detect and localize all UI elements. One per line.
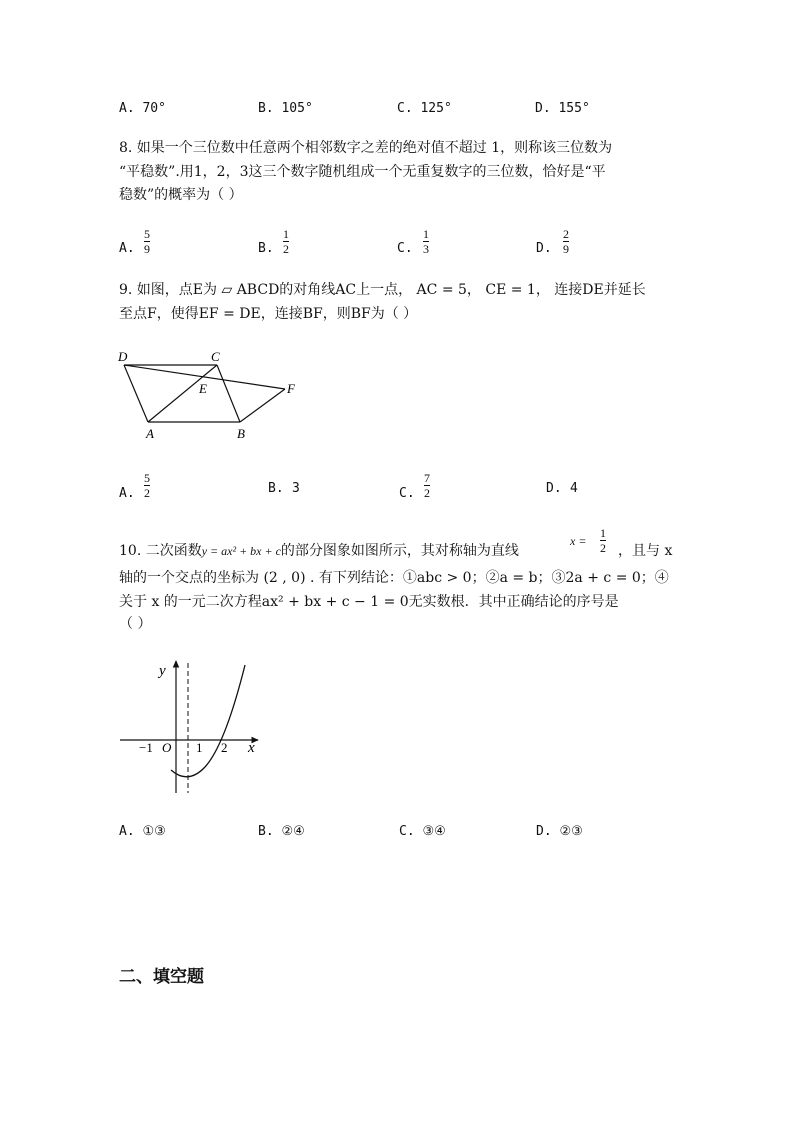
label-b: B	[237, 426, 245, 441]
symmetry-axis-label: x =	[570, 534, 587, 548]
q10-text-line3: 关于 x 的一元二次方程ax² + bx + c − 1 = 0无实数根．其中正确结论的序号是	[119, 594, 619, 610]
fraction: 1 3	[423, 227, 429, 256]
segment-da	[124, 365, 148, 422]
q7-option-a: A. 70°	[119, 101, 166, 116]
q10-option-a: A. ①③	[119, 824, 166, 839]
q7-option-d: D. 155°	[535, 101, 590, 116]
x-label: x	[248, 740, 255, 756]
label-c: C	[211, 349, 220, 364]
fraction: 5 2	[144, 471, 150, 500]
q10-text-line1: 10. 二次函数y = ax² + bx + c的部分图象如图所示，其对称轴为直线	[119, 543, 519, 559]
q10-option-c: C. ③④	[399, 824, 446, 839]
q10-text-line4: （ ）	[119, 616, 152, 632]
label-f: F	[287, 381, 295, 396]
q9-text-line2: 至点F，使得EF = DE，连接BF，则BF为（ ）	[119, 306, 418, 322]
segment-cb	[217, 365, 240, 422]
label-e: E	[199, 381, 207, 396]
q9-text-line1: 9. 如图，点E为 ▱ ABCD的对角线AC上一点， AC = 5， CE = 1， 连接DE并延长	[119, 282, 646, 298]
segment-bf	[240, 389, 285, 422]
label-d: D	[118, 349, 128, 364]
parabola-graph	[115, 655, 265, 800]
section-title: 二、填空题	[119, 967, 204, 987]
tick-label-2: 2	[221, 740, 228, 755]
parallelogram-figure	[110, 345, 310, 445]
q10-text-line2: 轴的一个交点的坐标为 (2 , 0) . 有下列结论：①abc > 0；②a = b；③2a + c = 0；④	[119, 570, 669, 586]
tick-label-1: 1	[196, 740, 203, 755]
q10-option-b: B. ②④	[258, 824, 305, 839]
fraction: 1 2	[600, 526, 606, 555]
label-a: A	[146, 426, 154, 441]
parabola-curve	[171, 665, 245, 777]
fraction: 1 2	[283, 227, 289, 256]
y-label: y	[159, 663, 166, 679]
fraction: 2 9	[563, 227, 569, 256]
q10-text-line1-end: ，且与 x	[618, 543, 673, 559]
q8-text-line2: “平稳数”.用1，2，3这三个数字随机组成一个无重复数字的三位数，恰好是“平	[119, 164, 606, 180]
q8-text-line1: 8. 如果一个三位数中任意两个相邻数字之差的绝对值不超过 1，则称该三位数为	[119, 140, 613, 156]
q7-option-c: C. 125°	[397, 101, 452, 116]
fraction: 5 9	[144, 227, 150, 256]
q10-option-d: D. ②③	[536, 824, 583, 839]
origin-label: O	[162, 740, 172, 755]
fraction: 7 2	[424, 471, 430, 500]
tick-label-neg1: −1	[139, 740, 153, 755]
q8-text-line3: 稳数”的概率为（ ）	[119, 187, 243, 203]
q7-option-b: B. 105°	[258, 101, 313, 116]
